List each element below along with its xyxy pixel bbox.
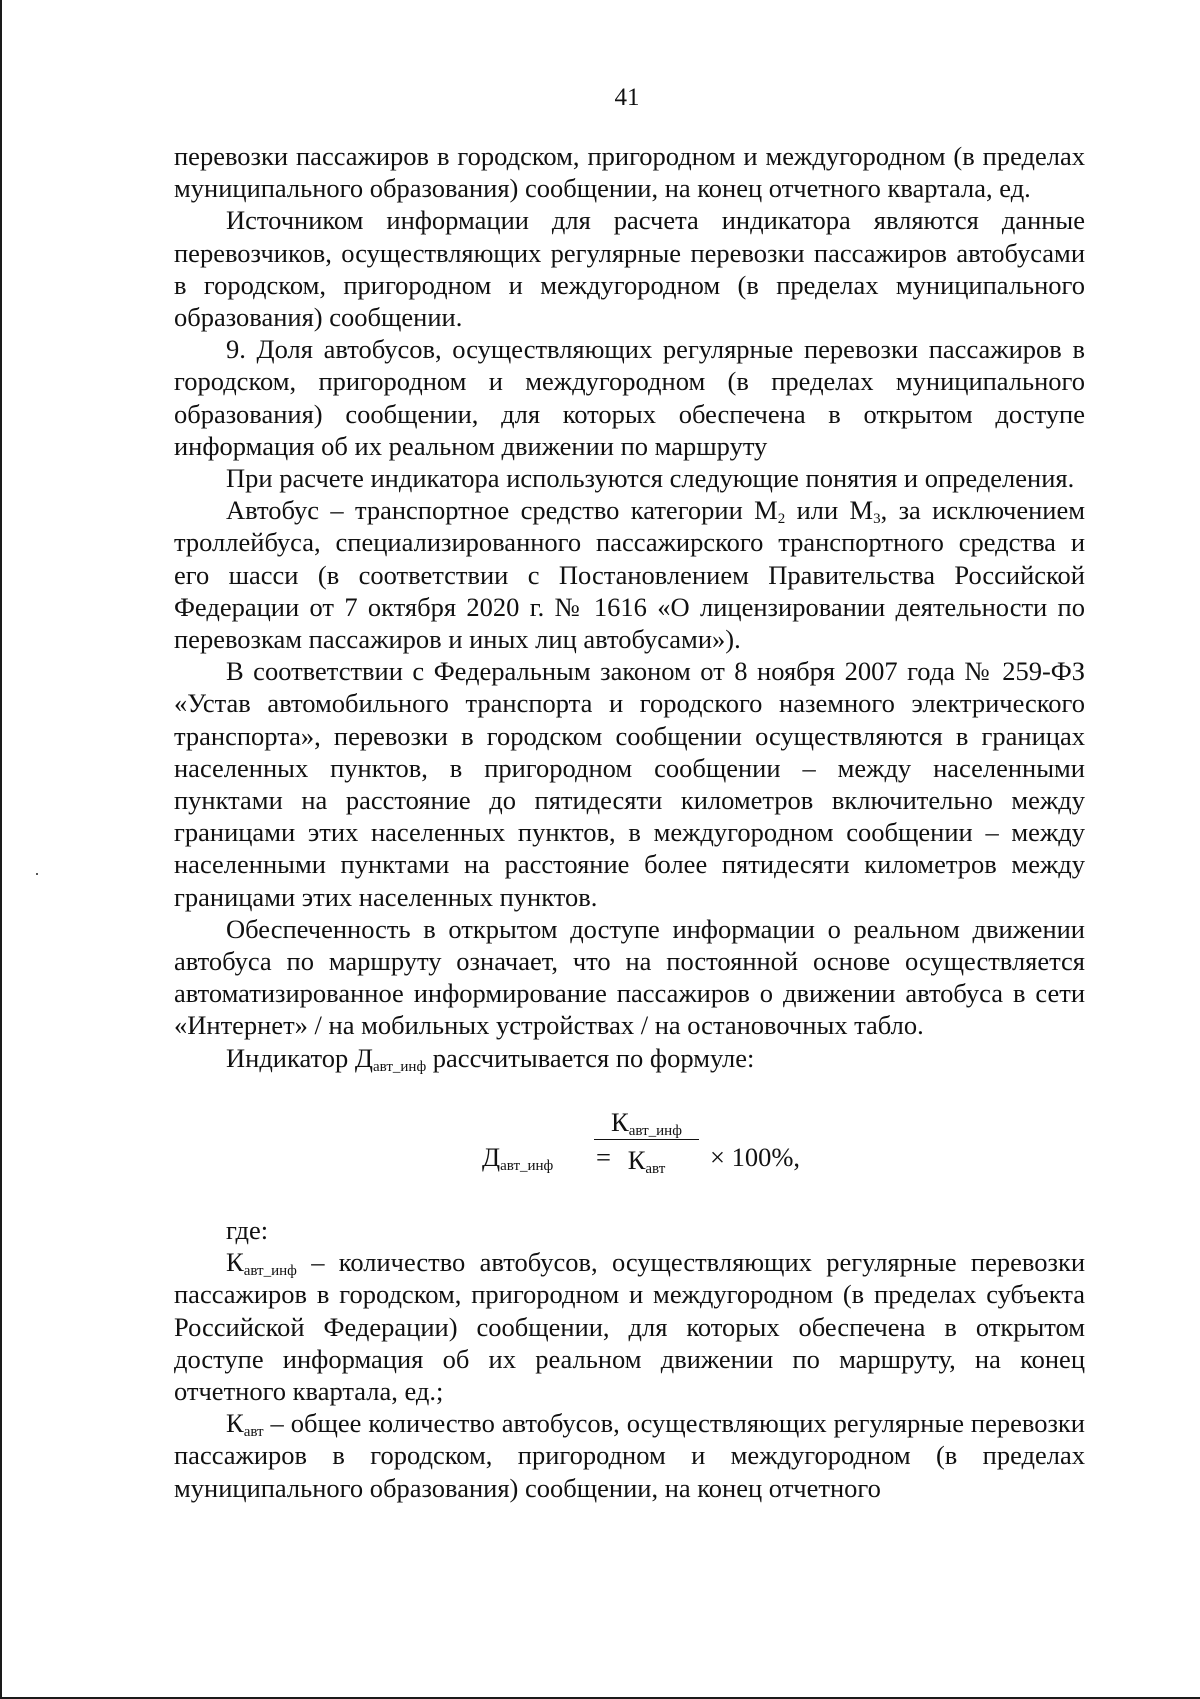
denominator-subscript: авт [645,1160,666,1177]
numerator-subscript: авт_инф [628,1122,682,1139]
document-body [174,140,1085,1504]
bus-def-text-b: или М [785,495,874,526]
formula-intro-text-a: Индикатор Д [226,1042,373,1073]
bus-def-text-c: , за исключением троллейбуса, специализированного пассажирского транспортного средства и его шасси (в соответствии с Постановлением Правительства Российской Федерации от 7 октября 2020 г. № 1616 «О лицензировании деятельности по перевозкам пассажиров и иных лиц автобусами»). [174,495,1085,655]
where-label: где: [226,1214,269,1245]
paragraph-source: Источником информации для расчета индикатора являются данные перевозчиков, осуществляющих регулярные перевозки пассажиров автобусами в городском, пригородном и междугородном (в пределах муниципального образования) сообщении. [174,205,1085,333]
formula-lhs-subscript: авт_инф [500,1157,554,1174]
paragraph-federal-law: В соответствии с Федеральным законом от 8 ноября 2007 года № 259-ФЗ «Устав автомобильного транспорта и городского наземного электрического транспорта», перевозки в городском сообщении осуществляются в границах населенных пунктов, в пригородном сообщении – между населенными пунктами на расстояние до пятидесяти километров включительно между границами этих населенных пунктов, в междугородном сообщении – между населенными пунктами на расстояние более пятидесяти километров между границами этих населенных пунктов. [174,656,1085,912]
formula-numerator [594,1106,699,1138]
paragraph-availability: Обеспеченность в открытом доступе информации о реальном движении автобуса по маршруту означает, что на постоянной основе осуществляется автоматизированное информирование пассажиров о движении автобуса в сети «Интернет» / на мобильных устройствах / на остановочных табло. [174,913,1085,1041]
formula-denominator [594,1144,699,1176]
fraction-bar [594,1139,699,1140]
subscript-m3: 3 [873,511,881,528]
formula-intro-subscript: авт_инф [372,1058,427,1075]
definition-k-avt-inf [174,1246,1085,1407]
subscript-m2: 2 [777,511,786,528]
numerator-symbol: К [611,1106,629,1137]
formula-multiplier: × 100%, [710,1141,801,1172]
paragraph-formula-intro [174,1042,1085,1074]
def1-symbol: К [226,1247,244,1278]
page-number: 41 [614,84,640,111]
def2-subscript: авт [243,1424,264,1441]
bus-def-text-a: Автобус – транспортное средство категории М [226,495,778,526]
paragraph-bus-definition [174,494,1085,655]
paragraph-concepts: При расчете индикатора используются следующие понятия и определения. [226,463,1075,494]
paragraph-indicator-9: 9. Доля автобусов, осуществляющих регулярные перевозки пассажиров в городском, пригородном и междугородном (в пределах муниципального образования) сообщении, для которых обеспечена в открытом доступе информация об их реальном движении по маршруту [174,334,1085,461]
def2-text: – общее количество автобусов, осуществляющих регулярные перевозки пассажиров в городском, пригородном и междугородном (в пределах муниципального образования) сообщении, на конец отчетного [174,1408,1085,1503]
formula-equals: = [596,1141,611,1172]
formula-lhs-symbol: Д [482,1141,501,1172]
formula-intro-text-b: рассчитывается по формуле: [426,1042,755,1073]
formula [174,1096,1085,1210]
def2-symbol: К [226,1408,244,1439]
scan-speck [36,873,38,875]
def1-text: – количество автобусов, осуществляющих регулярные перевозки пассажиров в городском, пригородном и междугородном (в пределах субъекта Российской Федерации) сообщении, для которых обеспечена в открытом доступе информация об их реальном движении по маршруту, на конец отчетного квартала, ед.; [174,1247,1085,1406]
formula-fraction [594,1106,699,1176]
denominator-symbol: К [627,1144,646,1175]
formula-lhs [482,1141,553,1173]
def1-subscript: авт_инф [243,1263,297,1280]
definition-k-avt [174,1407,1085,1504]
paragraph-continuation: перевозки пассажиров в городском, пригородном и междугородном (в пределах муниципального образования) сообщении, на конец отчетного квартала, ед. [174,141,1085,204]
